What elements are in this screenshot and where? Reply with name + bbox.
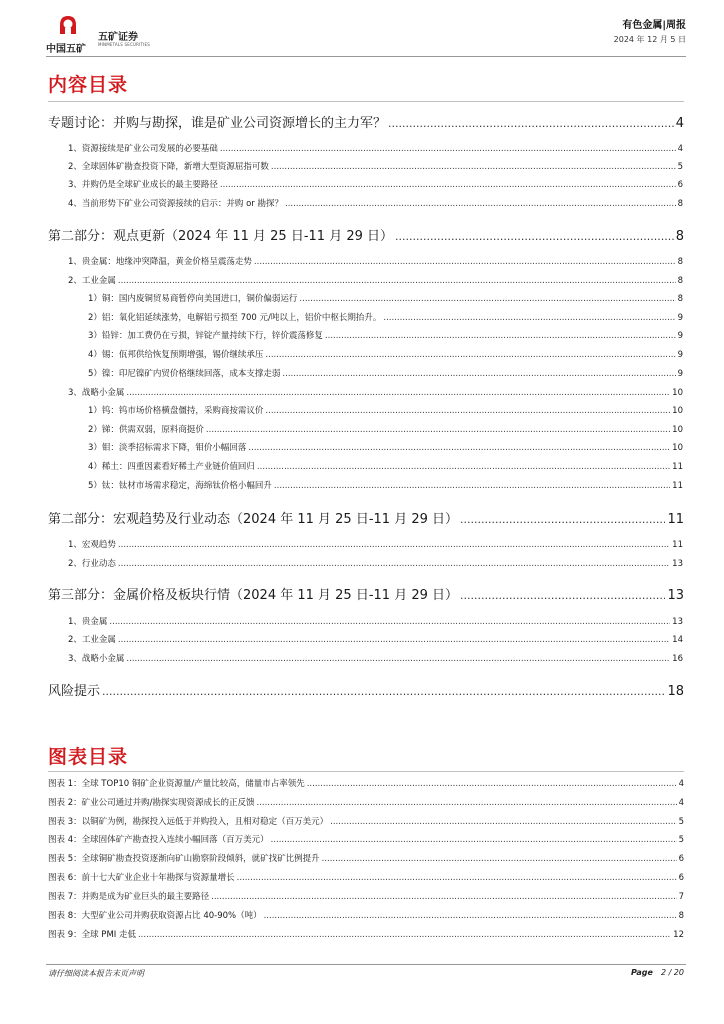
toc-entry-label: 4）稀土：四重因素看好稀土产业链价值回归 [88, 462, 255, 472]
toc-entry[interactable] [0, 255, 724, 267]
figure-entry-label: 图表 7：并购是成为矿业巨头的最主要路径 [48, 892, 210, 902]
page-number: 2 / 20 [660, 968, 684, 977]
toc-leader-dots [206, 425, 670, 435]
toc-entry[interactable] [0, 274, 724, 286]
toc-page-number: 4 [678, 798, 684, 808]
figure-entry[interactable] [0, 815, 724, 827]
toc-entry-label: 1）铜：国内废铜贸易商暂停向美国进口，铜价偏弱运行 [88, 294, 298, 304]
toc-leader-dots [330, 817, 676, 827]
toc-page-number: 13 [672, 559, 683, 569]
toc-entry-label: 4）锡：佤邦供给恢复预期增强，锡价继续承压 [88, 350, 264, 360]
toc-leader-dots [460, 513, 665, 526]
toc-subentry[interactable] [0, 423, 724, 435]
toc-entry-label: 2）锑：供需双弱，原料商挺价 [88, 425, 204, 435]
figure-entry[interactable] [0, 852, 724, 864]
toc-page-number: 9 [677, 331, 683, 341]
toc-entry-label: 3）钼：淡季招标需求下降，钼价小幅回落 [88, 443, 247, 453]
toc-leader-dots [248, 443, 670, 453]
toc-leader-dots [118, 540, 670, 550]
toc-leader-dots [220, 144, 676, 154]
toc-page-number: 6 [678, 854, 684, 864]
figure-entry-label: 图表 5：全球铜矿勘查投资逐渐向矿山勘察阶段倾斜，就矿找矿比例提升 [48, 854, 320, 864]
footer-divider [46, 964, 686, 965]
toc-leader-dots [383, 313, 675, 323]
toc-subentry[interactable] [0, 292, 724, 304]
toc-page-number: 10 [672, 443, 683, 453]
minmetals-logo [46, 14, 156, 54]
toc-page-number: 14 [672, 635, 683, 645]
toc-entry-label: 2、全球固体矿勘查投资下降，新增大型资源屈指可数 [68, 162, 269, 172]
toc-subentry[interactable] [0, 404, 724, 416]
toc-entry-label: 4、当前形势下矿业公司资源接续的启示：并购 or 勘探？ [68, 199, 284, 209]
toc-section[interactable] [0, 508, 724, 527]
toc-leader-dots [460, 589, 665, 602]
securities-name-en: MINMETALS SECURITIES [98, 42, 150, 47]
toc-subentry[interactable] [0, 329, 724, 341]
toc-section[interactable] [0, 112, 724, 131]
toc-leader-dots [322, 854, 677, 864]
toc-leader-dots [257, 462, 670, 472]
toc-leader-dots [118, 559, 670, 569]
footer-page [631, 968, 684, 977]
toc-page-number: 8 [677, 257, 683, 267]
toc-page-number: 8 [677, 276, 683, 286]
figure-entry[interactable] [0, 833, 724, 845]
toc-entry[interactable] [0, 538, 724, 550]
figure-entry-label: 图表 9：全球 PMI 走低 [48, 930, 136, 940]
toc-page-number: 8 [678, 911, 684, 921]
toc-leader-dots [388, 117, 674, 130]
toc-entry-label: 2、行业动态 [68, 559, 116, 569]
toc-page-number: 9 [677, 369, 683, 379]
footer-disclaimer: 请仔细阅读本报告末页声明 [48, 969, 144, 978]
toc-page-number: 5 [678, 817, 684, 827]
page-header [0, 0, 724, 62]
toc-page-number: 16 [672, 654, 683, 664]
toc-subentry[interactable] [0, 479, 724, 491]
toc-leader-dots [265, 350, 675, 360]
figure-entry-label: 图表 1：全球 TOP10 铜矿企业资源量/产量比较高，储量市占率领先 [48, 779, 305, 789]
figure-entry-label: 图表 6：前十七大矿业企业十年勘探与资源量增长 [48, 873, 235, 883]
toc-leader-dots [109, 617, 670, 627]
toc-leader-dots [274, 481, 670, 491]
toc-page-number: 13 [667, 588, 684, 603]
toc-leader-dots [256, 798, 676, 808]
toc-section-label: 风险提示 [48, 684, 101, 699]
toc-entry[interactable] [0, 633, 724, 645]
toc-subentry[interactable] [0, 311, 724, 323]
toc-entry-label: 3、战略小金属 [68, 654, 125, 664]
toc-page-number: 4 [678, 779, 684, 789]
toc-entry-label: 1、资源接续是矿业公司发展的必要基础 [68, 144, 218, 154]
figure-entry-label: 图表 4：全球固体矿产勘查投入连续小幅回落（百万美元） [48, 835, 269, 845]
toc-entry-label: 5）镍：印尼镍矿内贸价格继续回落，成本支撑走弱 [88, 369, 281, 379]
toc-entry[interactable] [0, 386, 724, 398]
toc-page-number: 11 [672, 481, 683, 491]
toc-entry[interactable] [0, 142, 724, 154]
toc-subentry[interactable] [0, 367, 724, 379]
toc-page-number: 10 [672, 388, 683, 398]
toc-leader-dots [271, 835, 677, 845]
toc-entry-label: 1）钨：钨市场价格横盘僵持，采购商按需议价 [88, 406, 264, 416]
toc-page-number: 8 [677, 294, 683, 304]
toc-leader-dots [126, 388, 670, 398]
toc-leader-dots [264, 911, 677, 921]
toc-section-label: 第三部分：金属价格及板块行情（2024 年 11 月 25 日-11 月 29 日） [48, 588, 459, 603]
toc-section-label: 专题讨论：并购与勘探，谁是矿业公司资源增长的主力军？ [48, 116, 387, 131]
toc-leader-dots [307, 779, 677, 789]
toc-page-number: 8 [677, 199, 683, 209]
toc-page-number: 5 [677, 162, 683, 172]
toc-leader-dots [102, 685, 665, 698]
toc-page-number: 9 [677, 350, 683, 360]
toc-leader-dots [271, 162, 676, 172]
figure-entry[interactable] [0, 777, 724, 789]
toc-section[interactable] [0, 680, 724, 699]
toc-leader-dots [118, 276, 676, 286]
toc-page-number: 12 [673, 930, 684, 940]
toc-leader-dots [138, 930, 671, 940]
toc-entry-label: 3）铅锌：加工费仍在亏损，锌锭产量持续下行，锌价震荡修复 [88, 331, 323, 341]
toc-page-number: 4 [675, 116, 684, 131]
toc-entry-label: 2、工业金属 [68, 635, 116, 645]
toc-page-number: 11 [667, 512, 684, 527]
figure-entry[interactable] [0, 928, 724, 940]
report-type: 有色金属|周报 [622, 20, 686, 31]
company-name-cn: 中国五矿 [46, 44, 86, 55]
toc-leader-dots [220, 180, 676, 190]
toc-leader-dots [265, 406, 670, 416]
page-label: Page [631, 968, 653, 977]
toc-page-number: 7 [678, 892, 684, 902]
toc-page-number: 10 [672, 406, 683, 416]
toc-entry-label: 1、宏观趋势 [68, 540, 116, 550]
toc-leader-dots [285, 199, 676, 209]
toc-page-number: 11 [672, 462, 683, 472]
toc-leader-dots [299, 294, 675, 304]
minmetals-emblem-icon [58, 14, 78, 36]
toc-subentry[interactable] [0, 441, 724, 453]
toc-leader-dots [282, 369, 675, 379]
toc-page-number: 4 [677, 144, 683, 154]
toc-title-divider [48, 101, 684, 102]
toc-leader-dots [254, 257, 676, 267]
figures-title-divider [48, 771, 684, 772]
toc-subentry[interactable] [0, 348, 724, 360]
header-divider [46, 56, 686, 57]
toc-section[interactable] [0, 584, 724, 603]
toc-page-number: 9 [677, 313, 683, 323]
figure-entry[interactable] [0, 796, 724, 808]
toc-entry[interactable] [0, 197, 724, 209]
figure-entry[interactable] [0, 909, 724, 921]
toc-section-label: 第二部分：观点更新（2024 年 11 月 25 日-11 月 29 日） [48, 229, 394, 244]
figure-entry-label: 图表 3：以铜矿为例，勘探投入远低于并购投入，且相对稳定（百万美元） [48, 817, 329, 827]
toc-entry-label: 3、并购仍是全球矿业成长的最主要路径 [68, 180, 218, 190]
toc-entry[interactable] [0, 652, 724, 664]
toc-entry-label: 2）铝：氧化铝延续涨势，电解铝亏损至 700 元/吨以上，铝价中枢长期抬升。 [88, 313, 382, 323]
toc-page-number: 6 [678, 873, 684, 883]
report-date: 2024 年 12 月 5 日 [613, 35, 686, 44]
toc-entry[interactable] [0, 615, 724, 627]
toc-subentry[interactable] [0, 460, 724, 472]
toc-entry[interactable] [0, 178, 724, 190]
toc-page-number: 13 [672, 617, 683, 627]
toc-title: 内容目录 [48, 74, 129, 96]
figure-entry-label: 图表 8：大型矿业公司并购获取资源占比 40-90%（吨） [48, 911, 262, 921]
toc-section-label: 第二部分：宏观趋势及行业动态（2024 年 11 月 25 日-11 月 29 日） [48, 512, 459, 527]
toc-leader-dots [126, 654, 670, 664]
toc-entry-label: 1、贵金属：地缘冲突降温，黄金价格呈震荡走势 [68, 257, 252, 267]
toc-page-number: 6 [677, 180, 683, 190]
toc-entry[interactable] [0, 557, 724, 569]
toc-page-number: 18 [667, 684, 684, 699]
toc-leader-dots [118, 635, 670, 645]
toc-page-number: 11 [672, 540, 683, 550]
toc-leader-dots [325, 331, 676, 341]
toc-entry-label: 3、战略小金属 [68, 388, 125, 398]
toc-entry-label: 5）钛：钛材市场需求稳定，海绵钛价格小幅回升 [88, 481, 272, 491]
figures-title: 图表目录 [48, 746, 129, 768]
toc-leader-dots [211, 892, 676, 902]
toc-page-number: 5 [678, 835, 684, 845]
toc-leader-dots [395, 230, 674, 243]
toc-page-number: 8 [675, 229, 684, 244]
toc-section[interactable] [0, 225, 724, 244]
securities-name: 五矿证券 [98, 32, 138, 43]
toc-entry-label: 2、工业金属 [68, 276, 116, 286]
toc-entry[interactable] [0, 160, 724, 172]
figure-entry[interactable] [0, 871, 724, 883]
toc-page-number: 10 [672, 425, 683, 435]
figure-entry[interactable] [0, 890, 724, 902]
toc-leader-dots [237, 873, 677, 883]
figure-entry-label: 图表 2：矿业公司通过并购/勘探实现资源成长的正反馈 [48, 798, 255, 808]
toc-entry-label: 1、贵金属 [68, 617, 108, 627]
